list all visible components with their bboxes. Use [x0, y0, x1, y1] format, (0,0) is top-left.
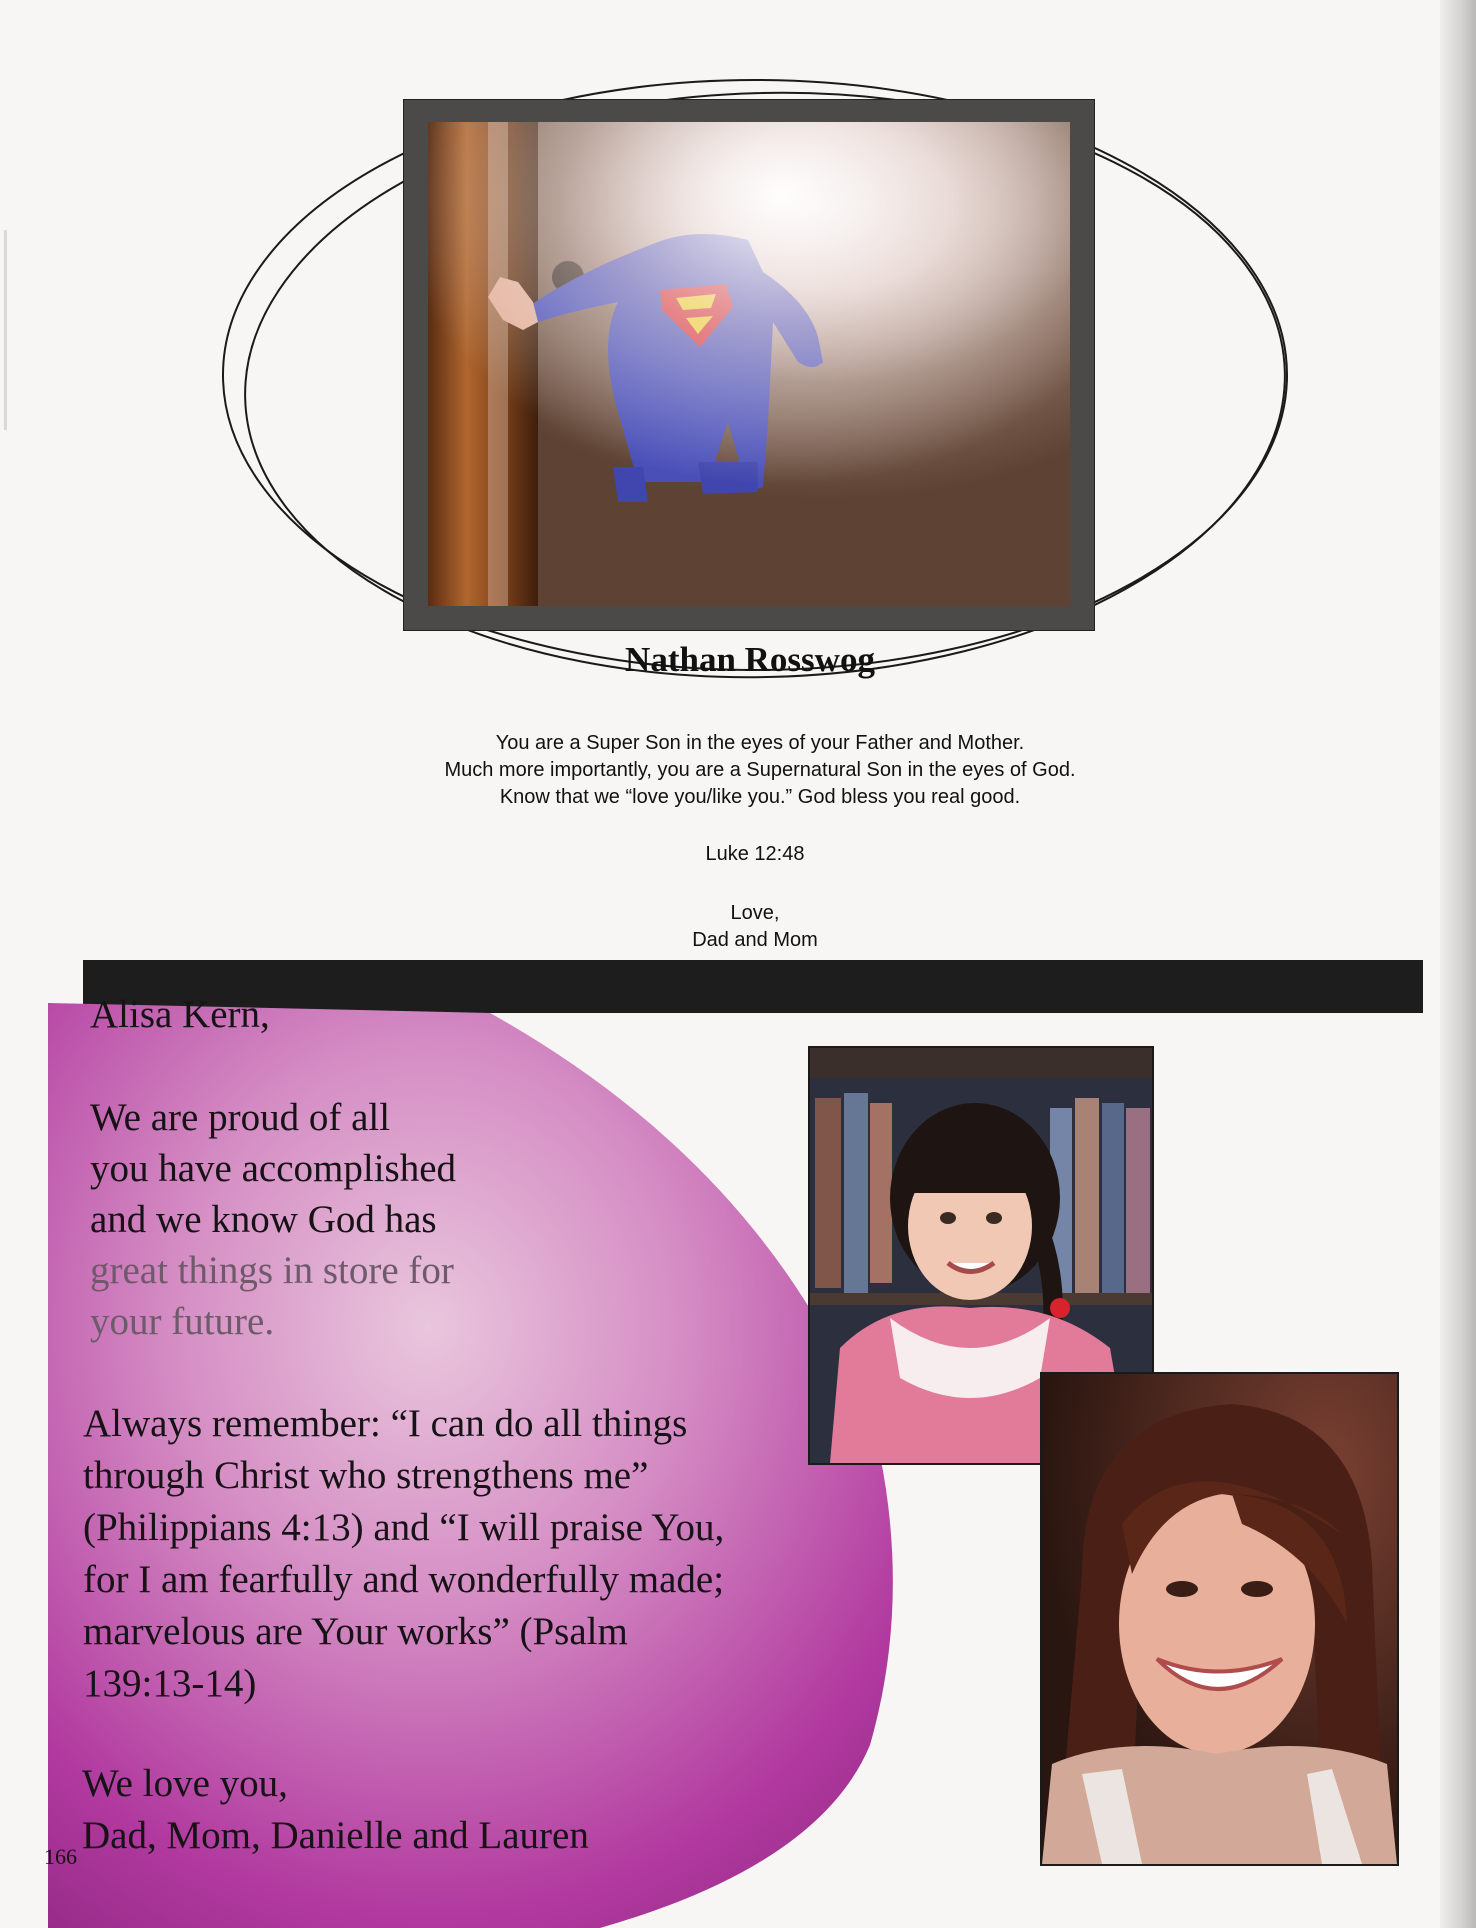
adult-portrait-illustration [1042, 1374, 1397, 1864]
closing-text: Love, [730, 902, 780, 924]
alisa-paragraph-1 [90, 1092, 456, 1347]
message-line: You are a Super Son in the eyes of your Father and Mother. [495, 732, 1025, 754]
alisa-closing [82, 1758, 589, 1862]
paragraph-line: and we know God has [90, 1198, 437, 1241]
alisa-paragraph-2 [83, 1398, 724, 1710]
paragraph-line: 139:13-14) [83, 1662, 257, 1705]
page-binding-shadow [1440, 0, 1476, 1928]
page-edge-mark [4, 230, 7, 430]
message-line: Much more importantly, you are a Supernatural Son in the eyes of God. [444, 759, 1076, 781]
paragraph-line: Always remember: “I can do all things [83, 1402, 688, 1445]
nathan-message [300, 730, 1220, 811]
nathan-name-heading: Nathan Rosswog [625, 640, 875, 679]
paragraph-line: great things in store for [90, 1249, 454, 1292]
paragraph-line: We are proud of all [90, 1096, 391, 1139]
page-number: 166 [44, 1844, 77, 1869]
paragraph-line: you have accomplished [90, 1147, 457, 1190]
message-line: Know that we “love you/like you.” God bless you real good. [499, 786, 1021, 808]
nathan-closing [580, 900, 930, 954]
paragraph-line: through Christ who strengthens me” [83, 1454, 649, 1497]
alisa-greeting: Alisa Kern, [90, 993, 270, 1036]
alisa-adult-photo [1040, 1372, 1399, 1866]
paragraph-line: your future. [90, 1300, 275, 1343]
photo-scene [428, 122, 1070, 606]
nathan-verse: Luke 12:48 [705, 843, 805, 865]
nathan-superman-photo [404, 100, 1094, 630]
paragraph-line: (Philippians 4:13) and “I will praise You, [83, 1506, 725, 1549]
signature-text: Dad and Mom [692, 929, 818, 951]
closing-text: We love you, [82, 1762, 288, 1805]
superman-boy-illustration [428, 122, 1070, 606]
paragraph-line: marvelous are Your works” (Psalm [83, 1610, 628, 1653]
signature-text: Dad, Mom, Danielle and Lauren [82, 1814, 589, 1857]
paragraph-line: for I am fearfully and wonderfully made; [83, 1558, 725, 1601]
